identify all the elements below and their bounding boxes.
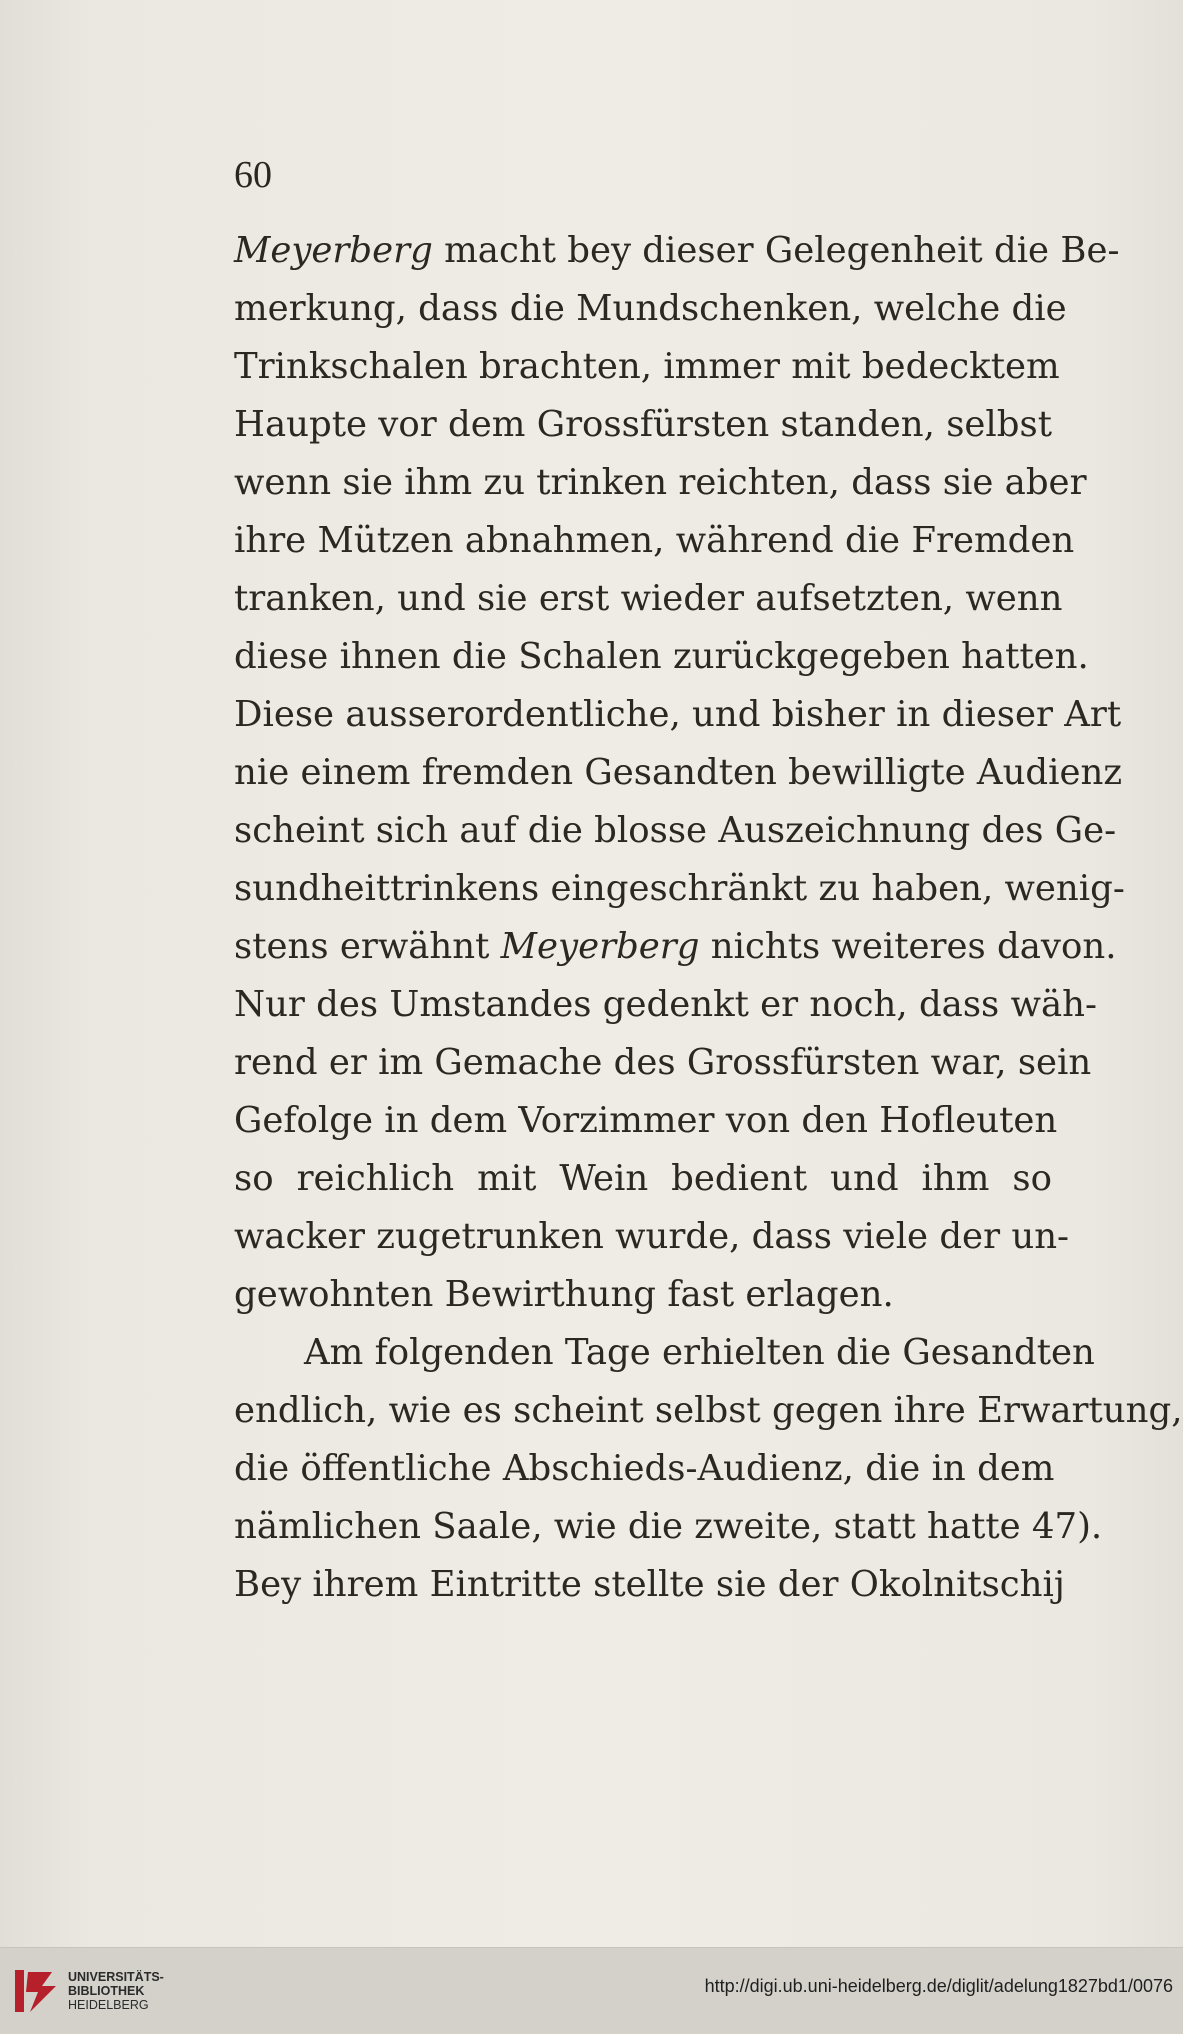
text-line-segment: nämlichen Saale, wie die zweite, statt hatte 47).: [234, 1506, 1103, 1547]
library-name-line3: HEIDELBERG: [68, 1998, 149, 2012]
text-line: [234, 628, 1089, 686]
text-line: [234, 512, 1075, 570]
source-url[interactable]: http://digi.ub.uni-heidelberg.de/diglit/adelung1827bd1/0076: [704, 1976, 1173, 1996]
text-line: [234, 280, 1067, 338]
text-line-segment: rend er im Gemache des Grossfürsten war, sein: [234, 1042, 1092, 1083]
text-line: [234, 396, 1052, 454]
text-line: [234, 1092, 1058, 1150]
text-line-segment: Gefolge in dem Vorzimmer von den Hofleuten: [234, 1100, 1058, 1141]
text-line-segment: diese ihnen die Schalen zurückgegeben hatten.: [234, 636, 1089, 677]
text-line-segment: nichts weiteres davon.: [699, 926, 1117, 967]
text-line: [234, 1034, 1092, 1092]
text-line: [234, 1324, 1095, 1382]
text-line: [234, 802, 1117, 860]
text-line: [234, 860, 1125, 918]
text-line: [234, 744, 1123, 802]
heidelberg-library-logo-icon: [12, 1966, 62, 2016]
text-line: [234, 1440, 1055, 1498]
text-line: [234, 1266, 1052, 1324]
text-line: [234, 454, 1087, 512]
text-line-segment: sundheittrinkens eingeschränkt zu haben, wenig-: [234, 868, 1125, 909]
text-line: [234, 686, 1122, 744]
text-line-segment: Nur des Umstandes gedenkt er noch, dass wäh-: [234, 984, 1097, 1025]
text-line: [234, 1208, 1070, 1266]
text-line-segment: tranken, und sie erst wieder aufsetzten, wenn: [234, 578, 1063, 619]
text-line-segment: nie einem fremden Gesandten bewilligte Audienz: [234, 752, 1123, 793]
text-line-segment: wenn sie ihm zu trinken reichten, dass sie aber: [234, 462, 1087, 503]
footer-bar: [0, 1947, 1183, 2034]
text-line-segment: stens erwähnt: [234, 926, 501, 967]
page-text: [234, 222, 1183, 1614]
text-line: [234, 918, 1117, 976]
text-line-segment: gewohnten Bewirthung fast erlagen.: [234, 1274, 894, 1315]
text-line-segment: die öffentliche Abschieds-Audienz, die in dem: [234, 1448, 1055, 1489]
text-line: [234, 222, 1120, 280]
text-line-segment: ihre Mützen abnahmen, während die Fremden: [234, 520, 1075, 561]
library-name: [68, 1970, 164, 2012]
text-line-italic-name: Meyerberg: [500, 926, 700, 967]
library-name-line2: BIBLIOTHEK: [68, 1984, 145, 1998]
text-line-segment: Haupte vor dem Grossfürsten standen, selbst: [234, 404, 1052, 445]
text-line-segment: Diese ausserordentliche, und bisher in dieser Art: [234, 694, 1122, 735]
text-line-segment: merkung, dass die Mundschenken, welche die: [234, 288, 1067, 329]
page-number: 60: [234, 154, 272, 196]
library-name-line1: UNIVERSITÄTS-: [68, 1970, 164, 1984]
text-line-segment: Am folgenden Tage erhielten die Gesandten: [304, 1332, 1095, 1373]
text-line-segment: Bey ihrem Eintritte stellte sie der Okolnitschij: [234, 1564, 1065, 1605]
text-line-italic-name: Meyerberg: [234, 230, 433, 271]
text-line-segment: scheint sich auf die blosse Auszeichnung des Ge-: [234, 810, 1117, 851]
text-line-segment: macht bey dieser Gelegenheit die Be-: [432, 230, 1120, 271]
text-line: [234, 976, 1097, 1034]
text-line: [234, 570, 1063, 628]
text-line: [234, 338, 1060, 396]
text-line: [234, 1498, 1103, 1556]
text-line-segment: Trinkschalen brachten, immer mit bedecktem: [234, 346, 1060, 387]
text-line: [234, 1150, 1052, 1208]
text-line-segment: wacker zugetrunken wurde, dass viele der un-: [234, 1216, 1070, 1257]
text-line-segment: so reichlich mit Wein bedient und ihm so: [234, 1158, 1052, 1199]
text-line: [234, 1382, 1183, 1440]
text-line: [234, 1556, 1065, 1614]
text-line-segment: endlich, wie es scheint selbst gegen ihre Erwartung,: [234, 1390, 1183, 1431]
